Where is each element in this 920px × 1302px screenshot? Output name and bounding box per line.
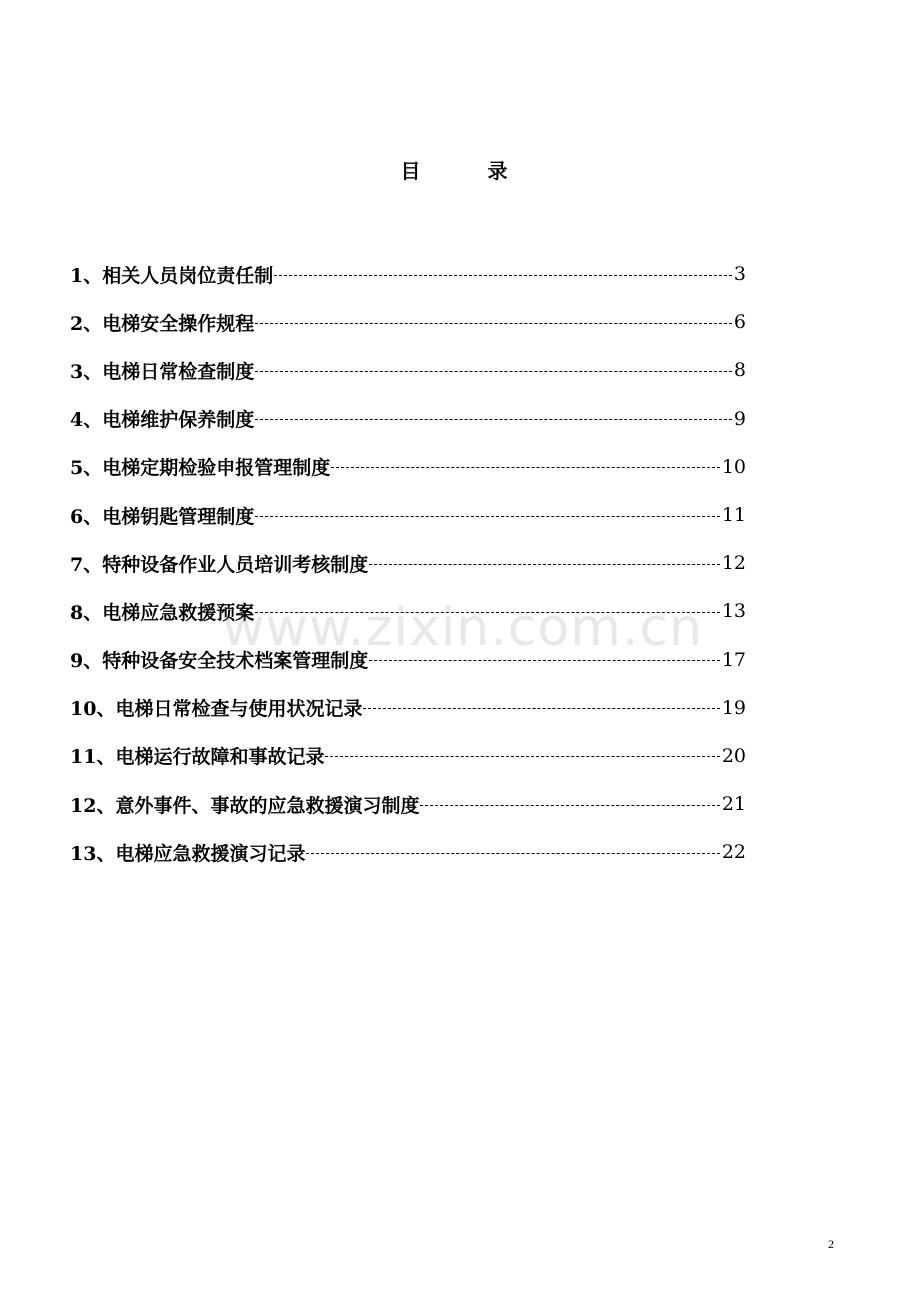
toc-leader-line	[255, 323, 732, 324]
toc-entry[interactable]	[70, 443, 746, 491]
toc-leader-line	[331, 467, 720, 468]
toc-leader-line	[325, 756, 719, 757]
watermark-text: www.zixin.com.cn	[222, 598, 703, 658]
toc-entry-page: 17	[721, 648, 746, 671]
toc-entry[interactable]	[70, 732, 746, 780]
toc-entry[interactable]	[70, 684, 746, 732]
toc-entry-label: 4、电梯维护保养制度	[70, 409, 255, 432]
toc-entry[interactable]	[70, 539, 746, 587]
toc-entry[interactable]	[70, 587, 746, 635]
toc-entry-page: 3	[733, 263, 746, 286]
toc-leader-line	[255, 419, 732, 420]
toc-leader-line	[255, 371, 732, 372]
toc-entry[interactable]	[70, 780, 746, 828]
toc-leader-line	[420, 805, 719, 806]
toc-leader-line	[255, 516, 720, 517]
toc-entry-label: 2、电梯安全操作规程	[70, 312, 255, 335]
toc-leader-line	[363, 708, 719, 709]
toc-entry[interactable]	[70, 491, 746, 539]
toc-entry[interactable]	[70, 250, 746, 298]
toc-entry[interactable]	[70, 828, 746, 876]
toc-entry-page: 9	[733, 407, 746, 430]
toc-entry-label: 9、特种设备安全技术档案管理制度	[70, 650, 369, 673]
toc-entry[interactable]	[70, 346, 746, 394]
toc-entry-page: 20	[721, 744, 746, 767]
toc-entry-page: 8	[733, 359, 746, 382]
toc-leader-line	[274, 275, 732, 276]
toc-entry-page: 21	[721, 793, 746, 816]
toc-entry-page: 22	[721, 841, 746, 864]
toc-leader-line	[306, 853, 719, 854]
toc-entry[interactable]	[70, 298, 746, 346]
toc-entry-page: 19	[721, 696, 746, 719]
toc-entry-label: 11、电梯运行故障和事故记录	[70, 746, 325, 769]
toc-entry[interactable]	[70, 636, 746, 684]
toc-entry-label: 13、电梯应急救援演习记录	[70, 842, 306, 865]
table-of-contents	[70, 250, 746, 876]
page-number: 2	[828, 1237, 834, 1251]
toc-entry-label: 7、特种设备作业人员培训考核制度	[70, 553, 369, 576]
page-title: 目 录	[400, 159, 538, 183]
toc-entry-page: 10	[721, 455, 746, 478]
toc-leader-line	[369, 564, 720, 565]
toc-entry-label: 5、电梯定期检验申报管理制度	[70, 457, 331, 480]
toc-leader-line	[369, 660, 720, 661]
toc-leader-line	[255, 612, 720, 613]
toc-entry-label: 12、意外事件、事故的应急救援演习制度	[70, 794, 420, 817]
toc-entry-page: 6	[733, 311, 746, 334]
toc-entry-page: 13	[721, 600, 746, 623]
toc-entry-page: 12	[721, 552, 746, 575]
toc-entry-label: 3、电梯日常检查制度	[70, 360, 255, 383]
toc-entry[interactable]	[70, 395, 746, 443]
toc-entry-label: 8、电梯应急救援预案	[70, 601, 255, 624]
toc-entry-label: 10、电梯日常检查与使用状况记录	[70, 698, 363, 721]
toc-entry-page: 11	[721, 504, 746, 527]
toc-entry-label: 6、电梯钥匙管理制度	[70, 505, 255, 528]
toc-entry-label: 1、相关人员岗位责任制	[70, 264, 274, 287]
